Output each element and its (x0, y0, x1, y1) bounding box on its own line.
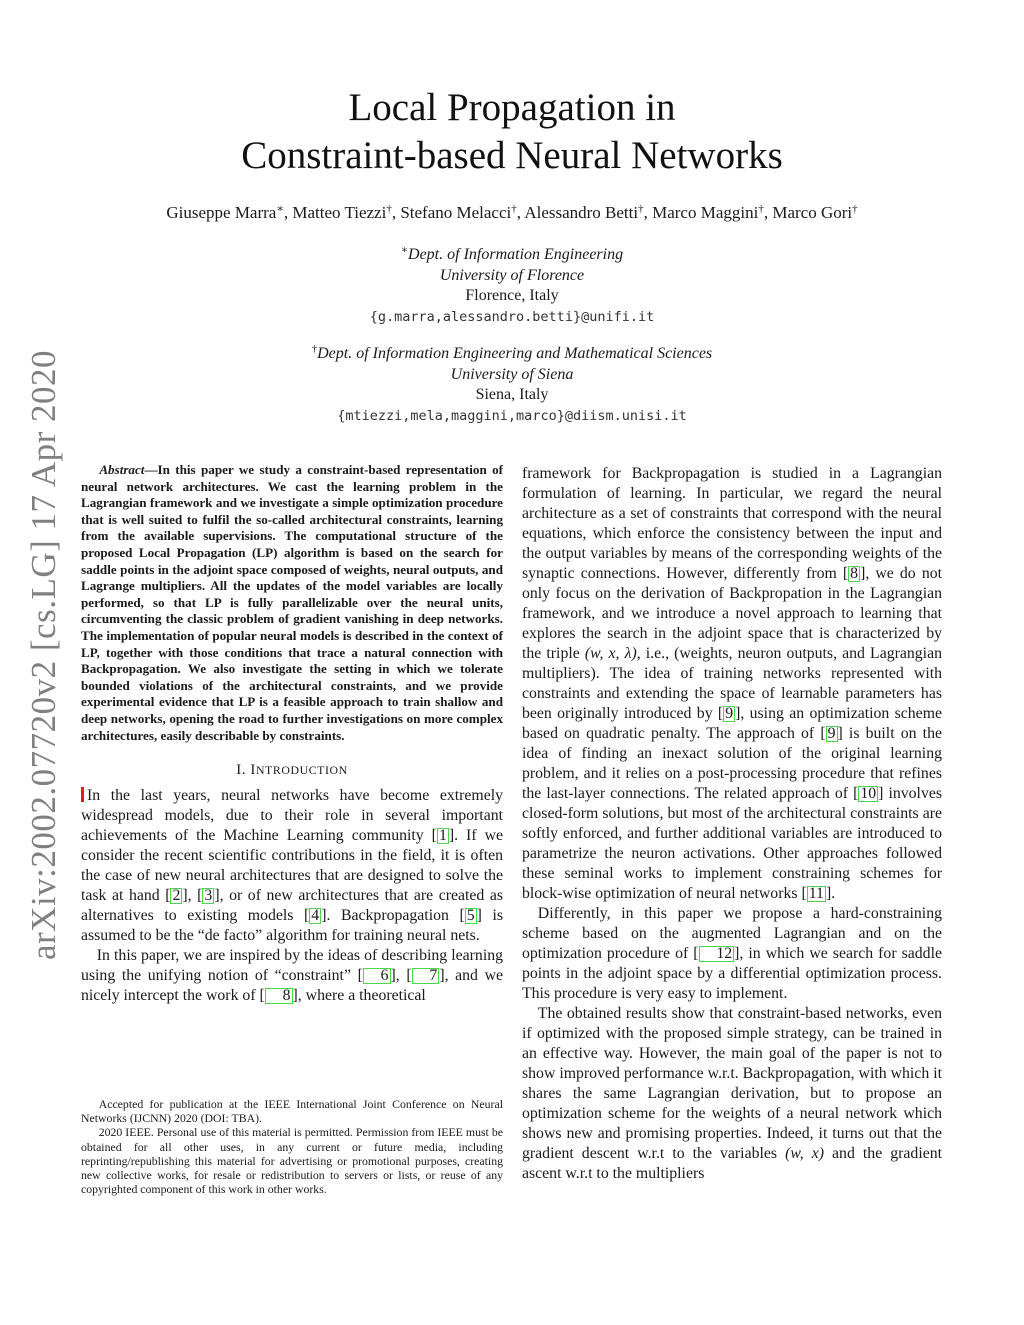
affiliation-dept: Dept. of Information Engineering and Mathematical Sciences (317, 345, 713, 362)
right-column (522, 464, 942, 1184)
footnote-acceptance: Accepted for publication at the IEEE International Joint Conference on Neural Networks (IJCNN) 2020 (DOI: TBA). (81, 1097, 503, 1126)
right-paragraph-1: framework for Backpropagation is studied in a Lagrangian formulation of learning. In particular, we regard the neural architecture as a set of constraints that correspond with the neural equations, which enforce the consistency between the input and the output variables by means of the corresponding weights of the synaptic connections. However, differently from [ 8 ], we do not only focus on the derivation of Backpropation in the Lagrangian framework, and we introduce a novel approach to learning that explores the search in the adjoint space that is characterized by the triple (w, x, λ), i.e., (weights, neuron outputs, and Lagrangian multipliers). The idea of training networks represented with constraints and extending the space of learnable parameters has been originally introduced by [ 9 ], using an optimization scheme based on quadratic penalty. The approach of [ 9 ] is built on the idea of finding an inexact solution of the original learning problem, and it relies on a post-processing procedure that refines the last-layer connections. The related approach of [ 10 ] involves closed-form solutions, but most of the architectural constraints are softly enforced, and further additional variables are introduced to parametrize the neuron activations. Other approaches followed these seminal works to implement constraining schemes for block-wise optimization of neural networks [ 11 ]. (522, 465, 943, 902)
text: The obtained results show that constraint-based networks, even if optimized with the proposed simple strategy, can be trained in an effective way. However, the main goal of the paper is not to show improved performance w.r.t. Backpropagation, with which it shares the same Lagrangian derivation, but to propose an optimization scheme for the weights of a neural network which shows new and promising properties. Indeed, it turns out that the gradient descent w.r.t to the variables (522, 1005, 942, 1162)
author: Marco Maggini (652, 203, 759, 222)
text: , or of new architectures that are created as alternatives to existing models (81, 887, 503, 925)
author-mark: † (638, 203, 644, 215)
left-column (81, 462, 503, 1006)
text: , in which we search for saddle points in the adjoint space by a differential optimization process. This procedure is very easy to implement. (522, 945, 942, 1002)
text: is assumed to be the “de facto” algorithm for training neural nets. (81, 907, 503, 945)
author: Stefano Melacci (400, 203, 512, 222)
affiliation-email: {mtiezzi,mela,maggini,marco}@diism.unisi.it (337, 407, 687, 424)
citation-link[interactable]: 11 (808, 885, 824, 902)
text: , i.e., (weights, neuron outputs, and Lagrangian multipliers). The idea of training networks represented with constraints and extending the space of learnable parameters has been originally introduced by (522, 645, 942, 722)
affiliation-mark: ∗ (400, 245, 409, 256)
text: involves closed-form solutions, but most of the architectural constraints are softly enforced, and further additional variables are introduced to parametrize the neuron activations. Other approaches followed these seminal works to implement constraining schemes for block-wise optimization of neural networks (522, 785, 942, 902)
citation-link[interactable]: 6 (363, 968, 391, 984)
author: Giuseppe Marra (166, 203, 277, 222)
text: In this paper, we are inspired by the ideas of describing learning using the unifying notion of “constraint” (81, 947, 503, 985)
text: . If we consider the recent scientific contributions in the field, it is often the case of new neural architectures that are designed to solve the task at hand (81, 827, 503, 905)
text: . (831, 885, 836, 902)
citation-link[interactable]: 8 (850, 565, 859, 582)
citation-link[interactable]: 2 (172, 887, 181, 905)
section-title-rest: NTRODUCTION (255, 763, 348, 778)
author-mark: ∗ (276, 203, 284, 215)
text: In the last years, neural networks have become extremely widespread models, due to their role in several important achievements of the Machine Learning community (81, 787, 503, 845)
author: Alessandro Betti (524, 203, 639, 222)
text: , (395, 967, 407, 985)
text: , and we nicely intercept the work of (81, 967, 503, 1005)
citation-link[interactable]: 9 (827, 725, 836, 742)
section-heading-introduction (81, 760, 503, 780)
right-paragraph-3 (522, 1004, 942, 1184)
affiliation-university: University of Siena (450, 365, 574, 383)
text: Differently, in this paper we propose a hard-constraining scheme based on the augmented Lagrangian and on the optimization procedure of (522, 905, 942, 962)
affiliation-location: Florence, Italy (465, 287, 559, 304)
author-mark: † (386, 203, 392, 215)
change-bar (81, 787, 84, 802)
author-mark: † (758, 203, 764, 215)
citation-link[interactable]: 4 (311, 907, 320, 925)
citation-link[interactable]: 5 (466, 907, 475, 925)
author-mark: † (511, 203, 517, 215)
text: and the gradient ascent w.r.t to the multipliers (522, 1145, 943, 1182)
title-line-2: Constraint-based Neural Networks (241, 134, 783, 177)
citation-link[interactable]: 12 (699, 946, 735, 962)
citation-link[interactable]: 3 (204, 887, 213, 905)
section-numeral: I. (236, 762, 247, 779)
author: Marco Gori (772, 203, 853, 222)
title-line-1: Local Propagation in (348, 86, 676, 129)
abstract-label: Abstract (99, 462, 145, 477)
abstract-text: In this paper we study a constraint-based representation of neural network architectures. We cast the learning problem in the Lagrangian framework and we investigate a simple optimization procedure that is well suited to fulfil the so-called architectural constraints, learning from the available supervisions. The computational structure of the proposed Local Propagation (LP) algorithm is based on the search for saddle points in the adjoint space composed of weights, neural outputs, and Lagrange multipliers. All the updates of the model variables are locally performed, so that LP is fully parallelizable over the neural units, circumventing the classic problem of gradient vanishing in deep networks. The implementation of popular neural models is described in the context of LP, together with those conditions that trace a natural connection with Backpropagation. We also investigate the setting in which we tolerate bounded violations of the architectural constraints, and we provide experimental evidence that LP is a feasible approach to train shallow and deep networks, opening the road to further investigations on more complex architectures, easily describable by constraints. (81, 462, 503, 743)
affiliation-location: Siena, Italy (475, 386, 549, 403)
text: . Backpropagation (326, 907, 460, 925)
footnote-copyright: 2020 IEEE. Personal use of this material is permitted. Permission from IEEE must be obtained for all other uses, in any current or future media, including reprinting/republishing this material for advertising or promotional purposes, creating new collective works, for resale or redistribution to servers or lists, or reuse of any copyrighted component of this work in other works. (81, 1125, 503, 1197)
author-list: Giuseppe Marra∗, Matteo Tiezzi†, Stefano Melacci†, Alessandro Betti†, Marco Maggini†, Marco Gori† (166, 203, 858, 222)
math-triple: (w, x, λ) (584, 645, 637, 662)
affiliation-mark: † (311, 344, 318, 355)
right-paragraph-2: Differently, in this paper we propose a hard-constraining scheme based on the augmented Lagrangian and on the optimization procedure of [ 12 ], in which we search for saddle points in the adjoint space by a differential optimization process. This procedure is very easy to implement. (522, 905, 942, 1002)
section-title-initial: I (250, 762, 256, 779)
affiliation-dept: Dept. of Information Engineering (408, 246, 624, 263)
text: , (187, 887, 198, 905)
paper-title (100, 84, 924, 180)
affiliation-siena (190, 344, 834, 426)
text: , where a theoretical (297, 987, 426, 1005)
citation-link[interactable]: 1 (438, 827, 447, 845)
arxiv-identifier[interactable]: arXiv:2002.07720v2 [cs.LG] 17 Apr 2020 (24, 349, 63, 961)
affiliation-university: University of Florence (439, 266, 585, 284)
footnote (81, 1097, 503, 1196)
intro-paragraph-1: In the last years, neural networks have become extremely widespread models, due to their role in several important achievements of the Machine Learning community [ 1 ]. If we consider the recent scientific contributions in the field, it is often the case of new neural architectures that are designed to solve the task at hand [ 2 ], [ 3 ], or of new architectures that are created as alternatives to existing models [ 4 ]. Backpropagation [ 5 ] is assumed to be the “de facto” algorithm for training neural nets. (81, 787, 503, 945)
author-mark: † (852, 203, 858, 215)
citation-link[interactable]: 7 (412, 968, 440, 984)
abstract-dash: — (144, 462, 158, 477)
math-pair: (w, x) (785, 1145, 824, 1162)
text: framework for Backpropagation is studied in a Lagrangian formulation of learning. In particular, we regard the neural architecture as a set of constraints that correspond with the neural equations, which enforce the consistency between the input and the output variables by means of the corresponding weights of the synaptic connections. However, differently from (522, 465, 942, 582)
text: , we do not only focus on the derivation of Backpropation in the Lagrangian framework, and we introduce a novel approach to learning that explores the search in the adjoint space that is characterized by the triple (522, 565, 943, 662)
citation-link[interactable]: 10 (860, 785, 877, 802)
affiliation-florence (190, 245, 834, 327)
citation-link[interactable]: 8 (265, 988, 293, 1004)
text: is built on the idea of finding an inexact solution of the original learning problem, and it relies on a post-processing procedure that refines the last-layer connections. The related approach of (522, 725, 942, 802)
intro-paragraph-2: In this paper, we are inspired by the ideas of describing learning using the unifying notion of “constraint” [ 6 ], [ 7 ], and we nicely intercept the work of [ 8 ], where a theoretical (81, 947, 503, 1005)
abstract (81, 462, 503, 744)
author: Matteo Tiezzi (292, 203, 387, 222)
text: , using an optimization scheme based on quadratic penalty. The approach of (522, 705, 942, 742)
citation-link[interactable]: 9 (725, 705, 734, 722)
affiliation-email: {g.marra,alessandro.betti}@unifi.it (369, 308, 655, 325)
